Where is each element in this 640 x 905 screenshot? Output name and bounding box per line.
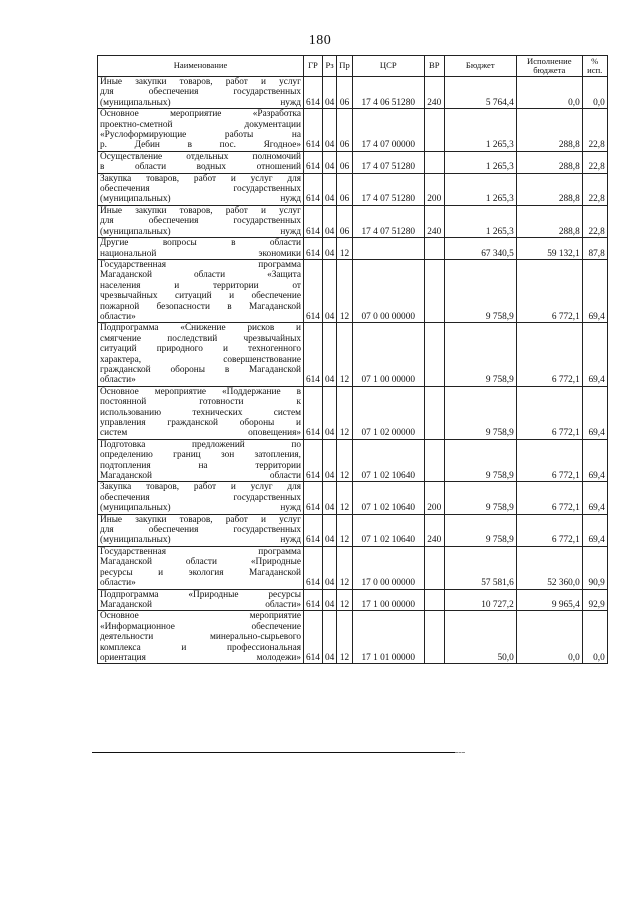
name-line: (муниципальных) нужд xyxy=(100,194,301,205)
cell-gr: 614 xyxy=(304,173,323,205)
cell-pr: 06 xyxy=(337,173,353,205)
name-line: Магаданской области xyxy=(100,471,301,482)
cell-csr: 17 4 07 00000 xyxy=(352,109,424,152)
name-line: «Информационное обеспечение xyxy=(100,621,301,632)
cell-name xyxy=(98,439,304,482)
table-row xyxy=(98,109,608,152)
name-line: чрезвычайных ситуаций и обеспечение xyxy=(100,291,301,302)
cell-percent: 22,8 xyxy=(582,173,607,205)
table-body xyxy=(98,77,608,664)
name-line: использованию технических систем xyxy=(100,407,301,418)
cell-execution: 6 772,1 xyxy=(516,439,582,482)
name-line: проектно-сметной документации xyxy=(100,119,301,130)
cell-rz: 04 xyxy=(322,77,336,109)
cell-budget: 9 758,9 xyxy=(444,386,516,439)
name-line: в области водных отношений xyxy=(100,162,301,173)
table-row xyxy=(98,386,608,439)
cell-csr: 17 1 00 00000 xyxy=(352,589,424,611)
cell-execution: 9 965,4 xyxy=(516,589,582,611)
table-row xyxy=(98,238,608,260)
col-header-rz: Рз xyxy=(322,56,336,77)
cell-pr: 12 xyxy=(337,259,353,322)
cell-pr: 12 xyxy=(337,546,353,589)
cell-csr: 17 0 00 00000 xyxy=(352,546,424,589)
name-line: для обеспечения государственных xyxy=(100,87,301,98)
cell-budget: 9 758,9 xyxy=(444,439,516,482)
name-line: Осуществление отдельных полномочий xyxy=(100,151,301,162)
cell-execution: 6 772,1 xyxy=(516,259,582,322)
cell-name xyxy=(98,514,304,546)
cell-name xyxy=(98,151,304,173)
cell-csr: 17 1 01 00000 xyxy=(352,611,424,664)
name-line: характера, совершенствование xyxy=(100,354,301,365)
name-line: Иные закупки товаров, работ и услуг xyxy=(100,77,301,87)
cell-name xyxy=(98,77,304,109)
cell-percent: 69,4 xyxy=(582,259,607,322)
name-line: национальной экономики xyxy=(100,248,301,259)
cell-vr xyxy=(424,151,444,173)
cell-pr: 12 xyxy=(337,238,353,260)
cell-budget: 1 265,3 xyxy=(444,109,516,152)
cell-pr: 12 xyxy=(337,611,353,664)
cell-percent: 90,9 xyxy=(582,546,607,589)
table-row xyxy=(98,546,608,589)
cell-rz: 04 xyxy=(322,173,336,205)
table-row xyxy=(98,77,608,109)
cell-name xyxy=(98,259,304,322)
cell-csr: 17 4 06 51280 xyxy=(352,77,424,109)
cell-rz: 04 xyxy=(322,205,336,237)
name-line: области» xyxy=(100,311,136,322)
cell-percent: 0,0 xyxy=(582,77,607,109)
name-line: определению границ зон затопления, xyxy=(100,450,301,461)
cell-execution: 6 772,1 xyxy=(516,386,582,439)
cell-percent: 0,0 xyxy=(582,611,607,664)
cell-execution: 288,8 xyxy=(516,205,582,237)
cell-name xyxy=(98,386,304,439)
cell-rz: 04 xyxy=(322,151,336,173)
cell-budget: 50,0 xyxy=(444,611,516,664)
name-line: Закупка товаров, работ и услуг для xyxy=(100,173,301,184)
cell-rz: 04 xyxy=(322,611,336,664)
table-row xyxy=(98,514,608,546)
name-line: ресурсы и экология Магаданской xyxy=(100,567,301,578)
cell-gr: 614 xyxy=(304,546,323,589)
cell-vr xyxy=(424,546,444,589)
name-line: Подпрограмма «Снижение рисков и xyxy=(100,323,301,334)
name-line: гражданской обороны в Магаданской xyxy=(100,364,301,375)
cell-gr: 614 xyxy=(304,482,323,514)
cell-rz: 04 xyxy=(322,386,336,439)
cell-csr: 07 1 02 00000 xyxy=(352,386,424,439)
table-row xyxy=(98,589,608,611)
col-header-name: Наименование xyxy=(98,56,304,77)
cell-budget: 9 758,9 xyxy=(444,259,516,322)
cell-gr: 614 xyxy=(304,589,323,611)
cell-gr: 614 xyxy=(304,514,323,546)
cell-vr xyxy=(424,611,444,664)
cell-gr: 614 xyxy=(304,439,323,482)
col-header-gr: ГР xyxy=(304,56,323,77)
name-line: «Руслоформирующие работы на xyxy=(100,130,301,141)
cell-execution: 6 772,1 xyxy=(516,323,582,386)
cell-percent: 69,4 xyxy=(582,439,607,482)
cell-gr: 614 xyxy=(304,259,323,322)
cell-vr xyxy=(424,259,444,322)
cell-csr: 07 1 02 10640 xyxy=(352,514,424,546)
cell-budget: 5 764,4 xyxy=(444,77,516,109)
name-line: Закупка товаров, работ и услуг для xyxy=(100,482,301,493)
cell-csr: 17 4 07 51280 xyxy=(352,205,424,237)
cell-budget: 67 340,5 xyxy=(444,238,516,260)
name-line: (муниципальных) нужд xyxy=(100,503,301,514)
cell-execution: 288,8 xyxy=(516,151,582,173)
table-row xyxy=(98,259,608,322)
cell-csr xyxy=(352,238,424,260)
cell-percent: 22,8 xyxy=(582,151,607,173)
col-header-csr: ЦСР xyxy=(352,56,424,77)
page-number: 180 xyxy=(308,33,332,48)
name-line: Государственная программа xyxy=(100,259,301,270)
cell-rz: 04 xyxy=(322,238,336,260)
cell-budget: 9 758,9 xyxy=(444,514,516,546)
name-line: (муниципальных) нужд xyxy=(100,535,301,546)
cell-pr: 12 xyxy=(337,514,353,546)
table-row xyxy=(98,439,608,482)
cell-vr xyxy=(424,323,444,386)
cell-execution: 0,0 xyxy=(516,77,582,109)
name-line: ориентация молодежи» xyxy=(100,652,301,663)
name-line: для обеспечения государственных xyxy=(100,216,301,227)
table-row xyxy=(98,323,608,386)
cell-rz: 04 xyxy=(322,439,336,482)
cell-vr: 200 xyxy=(424,173,444,205)
name-line: постоянной готовности к xyxy=(100,397,301,408)
cell-rz: 04 xyxy=(322,589,336,611)
cell-pr: 06 xyxy=(337,205,353,237)
name-line: Магаданской области «Защита xyxy=(100,270,301,281)
name-line: Другие вопросы в области xyxy=(100,238,301,249)
name-line: Магаданской области» xyxy=(100,599,301,610)
cell-gr: 614 xyxy=(304,151,323,173)
cell-pr: 12 xyxy=(337,386,353,439)
cell-execution: 0,0 xyxy=(516,611,582,664)
cell-execution: 52 360,0 xyxy=(516,546,582,589)
name-line: обеспечения государственных xyxy=(100,492,301,503)
name-line: Магаданской области «Природные xyxy=(100,557,301,568)
name-line: Основное мероприятие «Поддержание в xyxy=(100,386,301,397)
col-header-percent: % исп. xyxy=(582,56,607,77)
name-line: Иные закупки товаров, работ и услуг xyxy=(100,514,301,525)
name-line: Подготовка предложений по xyxy=(100,439,301,450)
cell-percent: 87,8 xyxy=(582,238,607,260)
name-line: подтопления на территории xyxy=(100,460,301,471)
cell-percent: 69,4 xyxy=(582,514,607,546)
name-line: (муниципальных) нужд xyxy=(100,226,301,237)
name-line: р. Дебин в пос. Ягодное» xyxy=(100,140,301,151)
cell-budget: 57 581,6 xyxy=(444,546,516,589)
cell-pr: 12 xyxy=(337,482,353,514)
cell-percent: 92,9 xyxy=(582,589,607,611)
cell-percent: 22,8 xyxy=(582,205,607,237)
name-line: смягчение последствий чрезвычайных xyxy=(100,333,301,344)
cell-gr: 614 xyxy=(304,611,323,664)
cell-pr: 12 xyxy=(337,323,353,386)
name-line: области» xyxy=(100,375,136,386)
cell-vr: 200 xyxy=(424,482,444,514)
cell-vr: 240 xyxy=(424,77,444,109)
cell-rz: 04 xyxy=(322,482,336,514)
cell-budget: 1 265,3 xyxy=(444,205,516,237)
cell-name xyxy=(98,546,304,589)
cell-csr: 07 1 02 10640 xyxy=(352,482,424,514)
table-row xyxy=(98,151,608,173)
name-line: Основное мероприятие «Разработка xyxy=(100,109,301,120)
cell-percent: 69,4 xyxy=(582,386,607,439)
table-row xyxy=(98,611,608,664)
cell-pr: 12 xyxy=(337,439,353,482)
col-header-execution: Исполнение бюджета xyxy=(516,56,582,77)
name-line: деятельности минерально-сырьевого xyxy=(100,632,301,643)
col-header-vr: ВР xyxy=(424,56,444,77)
col-header-pr: Пр xyxy=(337,56,353,77)
budget-table xyxy=(97,55,608,664)
cell-execution: 288,8 xyxy=(516,109,582,152)
cell-name xyxy=(98,589,304,611)
name-line: комплекса и профессиональная xyxy=(100,642,301,653)
cell-vr xyxy=(424,109,444,152)
cell-csr: 07 0 00 00000 xyxy=(352,259,424,322)
cell-rz: 04 xyxy=(322,546,336,589)
name-line: ситуаций природного и техногенного xyxy=(100,344,301,355)
cell-pr: 06 xyxy=(337,77,353,109)
name-line: пожарной безопасности в Магаданской xyxy=(100,301,301,312)
name-line: Государственная программа xyxy=(100,546,301,557)
cell-budget: 9 758,9 xyxy=(444,482,516,514)
cell-gr: 614 xyxy=(304,238,323,260)
cell-gr: 614 xyxy=(304,386,323,439)
name-line: Иные закупки товаров, работ и услуг xyxy=(100,205,301,216)
cell-execution: 6 772,1 xyxy=(516,514,582,546)
cell-csr: 07 1 00 00000 xyxy=(352,323,424,386)
cell-name xyxy=(98,238,304,260)
cell-name xyxy=(98,173,304,205)
cell-rz: 04 xyxy=(322,323,336,386)
name-line: систем оповещения» xyxy=(100,428,301,439)
table-row xyxy=(98,173,608,205)
cell-csr: 17 4 07 51280 xyxy=(352,173,424,205)
col-header-budget: Бюджет xyxy=(444,56,516,77)
cell-execution: 6 772,1 xyxy=(516,482,582,514)
footer-rule-tail xyxy=(455,752,465,753)
cell-budget: 1 265,3 xyxy=(444,151,516,173)
table-row xyxy=(98,482,608,514)
cell-gr: 614 xyxy=(304,323,323,386)
cell-budget: 10 727,2 xyxy=(444,589,516,611)
name-line: населения и территории от xyxy=(100,280,301,291)
cell-name xyxy=(98,205,304,237)
cell-gr: 614 xyxy=(304,205,323,237)
cell-vr xyxy=(424,439,444,482)
cell-percent: 22,8 xyxy=(582,109,607,152)
cell-budget: 1 265,3 xyxy=(444,173,516,205)
cell-rz: 04 xyxy=(322,259,336,322)
cell-pr: 06 xyxy=(337,109,353,152)
cell-vr xyxy=(424,386,444,439)
cell-rz: 04 xyxy=(322,109,336,152)
name-line: для обеспечения государственных xyxy=(100,525,301,536)
cell-gr: 614 xyxy=(304,109,323,152)
cell-budget: 9 758,9 xyxy=(444,323,516,386)
cell-execution: 288,8 xyxy=(516,173,582,205)
name-line: управления гражданской обороны и xyxy=(100,418,301,428)
table-header-row xyxy=(98,56,608,77)
cell-vr: 240 xyxy=(424,205,444,237)
cell-rz: 04 xyxy=(322,514,336,546)
cell-pr: 12 xyxy=(337,589,353,611)
footer-rule xyxy=(92,752,455,753)
cell-percent: 69,4 xyxy=(582,323,607,386)
cell-csr: 07 1 02 10640 xyxy=(352,439,424,482)
cell-csr: 17 4 07 51280 xyxy=(352,151,424,173)
name-line: обеспечения государственных xyxy=(100,184,301,195)
cell-name xyxy=(98,323,304,386)
cell-vr xyxy=(424,589,444,611)
name-line: области» xyxy=(100,578,136,589)
cell-vr: 240 xyxy=(424,514,444,546)
cell-percent: 69,4 xyxy=(582,482,607,514)
cell-name xyxy=(98,611,304,664)
name-line: Подпрограмма «Природные ресурсы xyxy=(100,589,301,600)
cell-execution: 59 132,1 xyxy=(516,238,582,260)
table-row xyxy=(98,205,608,237)
cell-name xyxy=(98,482,304,514)
name-line: (муниципальных) нужд xyxy=(100,97,301,108)
cell-pr: 06 xyxy=(337,151,353,173)
cell-vr xyxy=(424,238,444,260)
cell-gr: 614 xyxy=(304,77,323,109)
cell-name xyxy=(98,109,304,152)
name-line: Основное мероприятие xyxy=(100,611,301,622)
